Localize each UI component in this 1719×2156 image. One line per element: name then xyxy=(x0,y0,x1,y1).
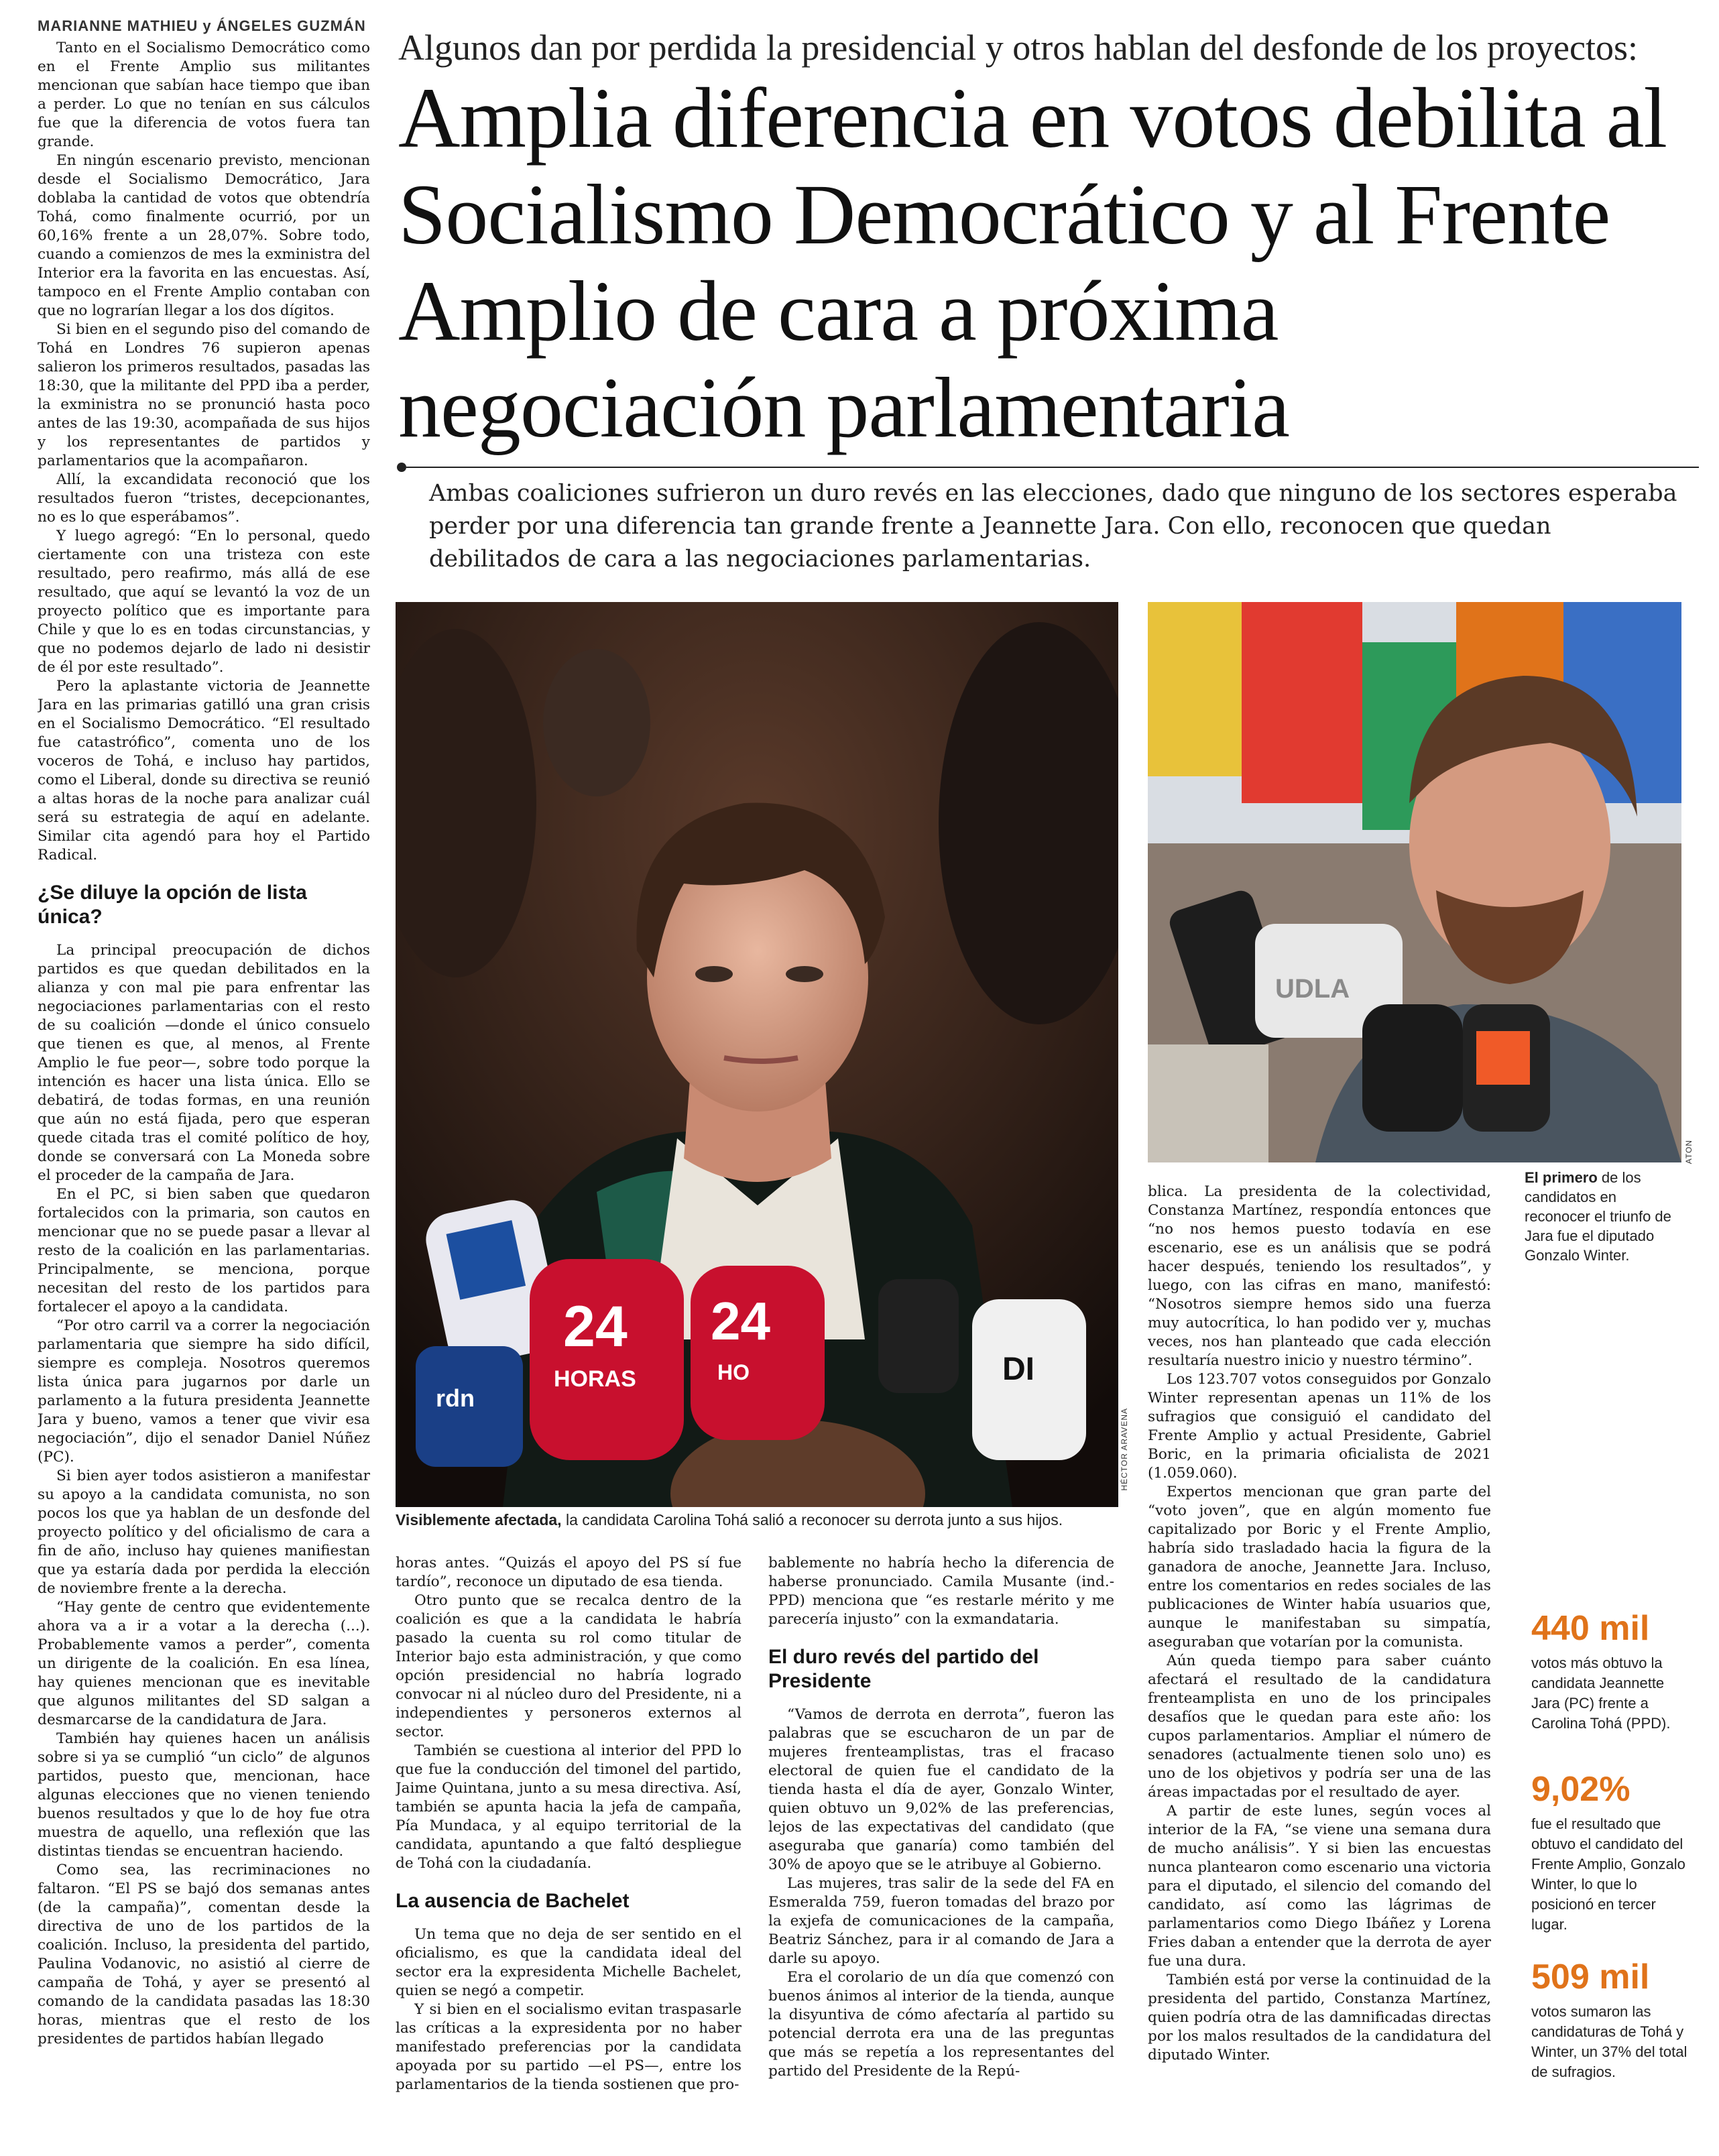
article-column-4 xyxy=(1148,1183,1491,2137)
paragraph: Allí, la excandidata reconoció que los resultados fueron “tristes, decepcionantes, no es lo que esperábamos”. xyxy=(38,471,370,526)
article-column-3 xyxy=(768,1554,1114,2137)
byline: MARIANNE MATHIEU y ÁNGELES GUZMÁN xyxy=(38,17,366,34)
paragraph: En ningún escenario previsto, mencionan desde el Socialismo Democrático, Jara doblaba la cantidad de votos que obtendría Tohá, como finalmente ocurrió, por un 60,16% frente a un 28,07%. Sobre todo, cuando a comienzos de mes la exministra del Interior era la favorita en las encuestas. Así, tampoco en el Frente Amplio contaban con que no lograrían llegar a los dos dígitos. xyxy=(38,152,370,319)
subheading: La ausencia de Bachelet xyxy=(396,1890,630,1912)
paragraph: horas antes. “Quizás el apoyo del PS sí fue tardío”, reconoce un diputado de esa tienda. xyxy=(396,1555,742,1590)
caption-text: de los candidatos en reconocer el triunfo de Jara fue el diputado Gonzalo Winter. xyxy=(1525,1169,1671,1264)
stat-description: votos sumaron las candidaturas de Tohá y Winter, un 37% del total de sufragios. xyxy=(1531,2003,1687,2080)
stat-number: 440 mil xyxy=(1531,1609,1650,1648)
article-column-2 xyxy=(396,1554,742,2137)
paragraph: Los 123.707 votos conseguidos por Gonzalo Winter representan apenas un 11% de los sufragios que consiguió el candidato del Frente Amplio y actual Presidente, Gabriel Boric, en la primaria oficialista de 2021 (1.059.060). xyxy=(1148,1371,1491,1482)
side-photo xyxy=(1148,602,1681,1162)
paragraph: Era el corolario de un día que comenzó con buenos ánimos al interior de la tienda, aunque la disyuntiva de cómo afectaría al partido su potencial derrota era una de las preguntas que más se repetía a los representantes del partido del Presidente de la Repú- xyxy=(768,1969,1114,2080)
headline: Amplia diferencia en votos debilita al Socialismo Democrático y al Frente Amplio de cara a próxima negociación parlamentaria xyxy=(398,70,1667,455)
deck: Ambas coaliciones sufrieron un duro revés en las elecciones, dado que ninguno de los sectores esperaba perder por una diferencia tan grande frente a Jeannette Jara. Con ello, reconocen que quedan debilitados de cara a las negociaciones parlamentarias. xyxy=(429,480,1677,573)
paragraph: blica. La presidenta de la colectividad, Constanza Martínez, respondía entonces que “no nos hemos puesto todavía en ese escenario, ese es un análisis que se podrá hacer después, teniendo los resultados”, y luego, con las cifras en mano, manifestó: “Nosotros siempre hemos sido una fuerza muy autocrítica, lo han podido ver y, muchas veces, nos han planteado que cada elección resultaría nuestro inicio y nuestro término”. xyxy=(1148,1183,1491,1369)
microphone-24horas xyxy=(530,1259,684,1460)
deck-bullet xyxy=(397,463,406,472)
paragraph: bablemente no habría hecho la diferencia de haberse pronunciado. Camila Musante (ind.-PPD) menciona que “es restarle mérito y me parecería injusto” con la exmandataria. xyxy=(768,1555,1114,1628)
stat-number: 509 mil xyxy=(1531,1958,1650,1996)
paragraph: Las mujeres, tras salir de la sede del FA en Esmeralda 759, fueron tomadas del brazo por la exjefa de comunicaciones de la campaña, Beatriz Sánchez, para ir al comando de Jara a darle su apoyo. xyxy=(768,1875,1114,1967)
paragraph: En el PC, si bien saben que quedaron fortalecidos con la primaria, son cautos en mencionar que no se puede pasar a llevar al resto de la coalición en las parlamentarias. Principalmente, se menciona, porque necesitan del resto de los partidos para fortalecer el apoyo a la candidata. xyxy=(38,1186,370,1315)
paragraph: Si bien ayer todos asistieron a manifestar su apoyo a la candidata comunista, no son pocos los que ya hablan de un desfonde del proyecto político y del oficialismo de cara a fin de año, incluso hay quienes manifiestan que ya estaría dada por perdida la elección de noviembre frente a la derecha. xyxy=(38,1468,370,1597)
subheading: ¿Se diluye la opción de lista única? xyxy=(38,882,307,928)
microphone-right xyxy=(972,1299,1086,1460)
stat-box xyxy=(1531,1770,1692,1935)
paragraph: Tanto en el Socialismo Democrático como en el Frente Amplio sus militantes mencionan que sabían hace tiempo que iban a perder. Lo que no tenían en sus cálculos fue que la diferencia de votos fuera tan grande. xyxy=(38,40,370,150)
microphone-rdn xyxy=(416,1346,523,1467)
paragraph: Y luego agregó: “En lo personal, quedo ciertamente con una tristeza con este resultado, pero reafirmo, más allá de ese resultado, que aquí se levantó la voz de un proyecto político que es importante para Chile y que lo es en todas circunstancias, y que no podemos dejarlo de lado ni desistir de él por este resultado”. xyxy=(38,528,370,676)
paragraph: A partir de este lunes, según voces al interior de la FA, “se viene una semana dura de mucho análisis”. Y si bien las encuestas nunca plantearon como escenario una victoria para el diputado, el silencio del comando del candidato, así como las lágrimas de parlamentarios como Diego Ibáñez y Lorena Fries daban a entender que la derrota de ayer fue una dura. xyxy=(1148,1803,1491,1970)
article-column-1 xyxy=(38,39,370,2137)
side-photo-caption xyxy=(1525,1168,1683,1265)
mic-label: rdn xyxy=(436,1384,475,1412)
main-photo-illustration xyxy=(396,602,1118,1507)
paragraph: Como sea, las recriminaciones no faltaron. “El PS se bajó dos semanas antes (de la campaña)”, comentan desde la directiva de uno de los partidos de la coalición. Incluso, la presidenta del partido, Paulina Vodanovic, no asistió al cierre de campaña de Tohá, y ayer se presentó al comando de la candidata pasadas las 18:30 horas, mientras que el resto de los presidentes de partidos habían llegado xyxy=(38,1862,370,2047)
caption-bold: El primero xyxy=(1525,1169,1598,1186)
paragraph: Y si bien en el socialismo evitan traspasarle las críticas a la expresidenta por no haber manifestado preferencias por la candidata apoyada por su partido —el PS—, entre los parlamentarios de la tienda sostienen que pro- xyxy=(396,2001,742,2093)
caption-bold: Visiblemente afectada, xyxy=(396,1511,562,1529)
subheading: El duro revés del partido del Presidente xyxy=(768,1646,1039,1692)
paragraph: Aún queda tiempo para saber cuánto afectará el resultado de la candidatura frenteamplista en uno de los principales desafíos que le quedan para este año: los cupos parlamentarios. Ampliar el número de senadores (actualmente tienen solo uno) es uno de los objetivos y podría ser una de las áreas impactadas por el resultado de ayer. xyxy=(1148,1653,1491,1801)
stat-description: votos más obtuvo la candidata Jeannette Jara (PC) frente a Carolina Tohá (PPD). xyxy=(1531,1655,1671,1732)
paragraph: Expertos mencionan que gran parte del “voto joven”, que en algún momento fue capitalizado por Boric y el Frente Amplio, habría sido trasladado hacia la figura de la ganadora de anoche, Jeannette Jara. Incluso, entre los comentarios en redes sociales de las publicaciones de Winter había usuarios que, aunque le manifestaban su simpatía, aseguraban que votarían por la comunista. xyxy=(1148,1484,1491,1651)
paragraph: “Vamos de derrota en derrota”, fueron las palabras que se escucharon de un par de mujeres frenteamplistas, tras el fracaso electoral de quien fue el candidato de la tienda hasta el día de ayer, Gonzalo Winter, quien obtuvo un 9,02% de las preferencias, lejos de las expectativas del candidato (que aseguraba que ganaría) como también del 30% de apoyo que se le atribuye al Gobierno. xyxy=(768,1706,1114,1873)
paragraph: “Por otro carril va a correr la negociación parlamentaria que siempre ha sido difícil, siempre es compleja. Nosotros queremos lista única para jugarnos por darle un parlamento a la futura presidenta Jeannette Jara y bueno, vamos a tener que vivir esa negociación”, dijo el senador Daniel Núñez (PC). xyxy=(38,1317,370,1465)
caption-text: la candidata Carolina Tohá salió a reconocer su derrota junto a sus hijos. xyxy=(561,1511,1063,1529)
mic-label: DI xyxy=(1002,1352,1034,1387)
main-photo-caption xyxy=(396,1510,1200,1530)
mic-label: HORAS xyxy=(554,1366,636,1392)
paragraph: Si bien en el segundo piso del comando de Tohá en Londres 76 supieron apenas salieron los primeros resultados, pasadas las 18:30, que la militante del PPD iba a perder, la exministra no se pronunció hasta poco antes de las 19:30, acompañada de sus hijos y los representantes de partidos y parlamentarios que la acompañaron. xyxy=(38,321,370,469)
paragraph: “Hay gente de centro que evidentemente ahora va a ir a votar a la derecha (...). Probablemente vamos a perder”, comenta un dirigente de la coalición. En esa línea, hay quienes mencionan que es inevitable que algunos militantes del SD salgan a desmarcarse de la candidatura de Jara. xyxy=(38,1599,370,1728)
stat-box xyxy=(1531,1958,1692,2082)
paragraph: También está por verse la continuidad de la presidenta del partido, Constanza Martínez, quien podría otra de las damnificadas directas por los malos resultados de la candidatura del diputado Winter. xyxy=(1148,1972,1491,2063)
main-photo xyxy=(396,602,1118,1507)
stat-description: fue el resultado que obtuvo el candidato del Frente Amplio, Gonzalo Winter, lo que lo posicionó en tercer lugar. xyxy=(1531,1815,1685,1933)
paragraph: Un tema que no deja de ser sentido en el oficialismo, es que la candidata ideal del sector era la expresidenta Michelle Bachelet, quien se negó a competir. xyxy=(396,1926,742,1999)
paragraph: La principal preocupación de dichos partidos es que quedan debilitados en la alianza y con mal pie para enfrentar las negociaciones parlamentarias con el resto de su coalición —donde el único consuelo que tienen es que, al menos, al Frente Amplio le fue peor—, sobre todo porque la intención es hacer una lista única. Ello se debatirá, de todas formas, en una reunión que aún no está fijada, pero que esperan quede citada tras el comité político de hoy, donde se conversará con La Moneda sobre el proceder de la campaña de Jara. xyxy=(38,942,370,1184)
paragraph: Otro punto que se recalca dentro de la coalición es que a la candidata le habría pasado la cuenta su rol como titular de Interior bajo esta administración, y que como opción presidencial no habría logrado convocar ni al núcleo duro del Presidente, ni a independientes y personeros externos al sector. xyxy=(396,1592,742,1740)
stat-number: 9,02% xyxy=(1531,1770,1631,1809)
mic-label: UDLA xyxy=(1275,974,1350,1004)
paragraph: Pero la aplastante victoria de Jeannette Jara en las primarias gatilló una gran crisis en el Socialismo Democrático. “El resultado fue catastrófico”, comenta uno de los voceros de Tohá, e incluso hay partidos, como el Liberal, donde su directiva se reunió a altas horas de la noche para analizar cuál será su estrategia de aquí en adelante. Similar cita agendó para hoy el Partido Radical. xyxy=(38,678,370,863)
paragraph: También se cuestiona al interior del PPD lo que fue la conducción del timonel del partido, Jaime Quintana, junto a su mesa directiva. Así, también se apunta hacia la jefa de campaña, Pía Mundaca, y al equipo territorial de la candidata, apuntando a que faltó despliegue de Tohá con la ciudadanía. xyxy=(396,1742,742,1872)
mic-label: 24 xyxy=(711,1291,770,1351)
side-photo-illustration xyxy=(1148,602,1681,1162)
mic-label: 24 xyxy=(563,1295,628,1359)
microphone-24horas-2 xyxy=(691,1266,825,1440)
photo-credit: HÉCTOR ARAVENA xyxy=(1120,1408,1129,1491)
kicker: Algunos dan por perdida la presidencial y otros hablan del desfonde de los proyectos: xyxy=(398,27,1638,68)
mic-label: HO xyxy=(717,1360,750,1384)
stat-box xyxy=(1531,1609,1692,1734)
photo-credit: ATON xyxy=(1684,1140,1694,1164)
paragraph: También hay quienes hacen un análisis sobre si ya se cumplió “un ciclo” de algunos partidos, puesto que, mencionan, hace algunas elecciones que no vienen teniendo buenos resultados y que lo de hoy fue otra muestra de aquello, una reflexión que las distintas tiendas se encuentran haciendo. xyxy=(38,1730,370,1860)
deck-rule xyxy=(406,467,1699,468)
